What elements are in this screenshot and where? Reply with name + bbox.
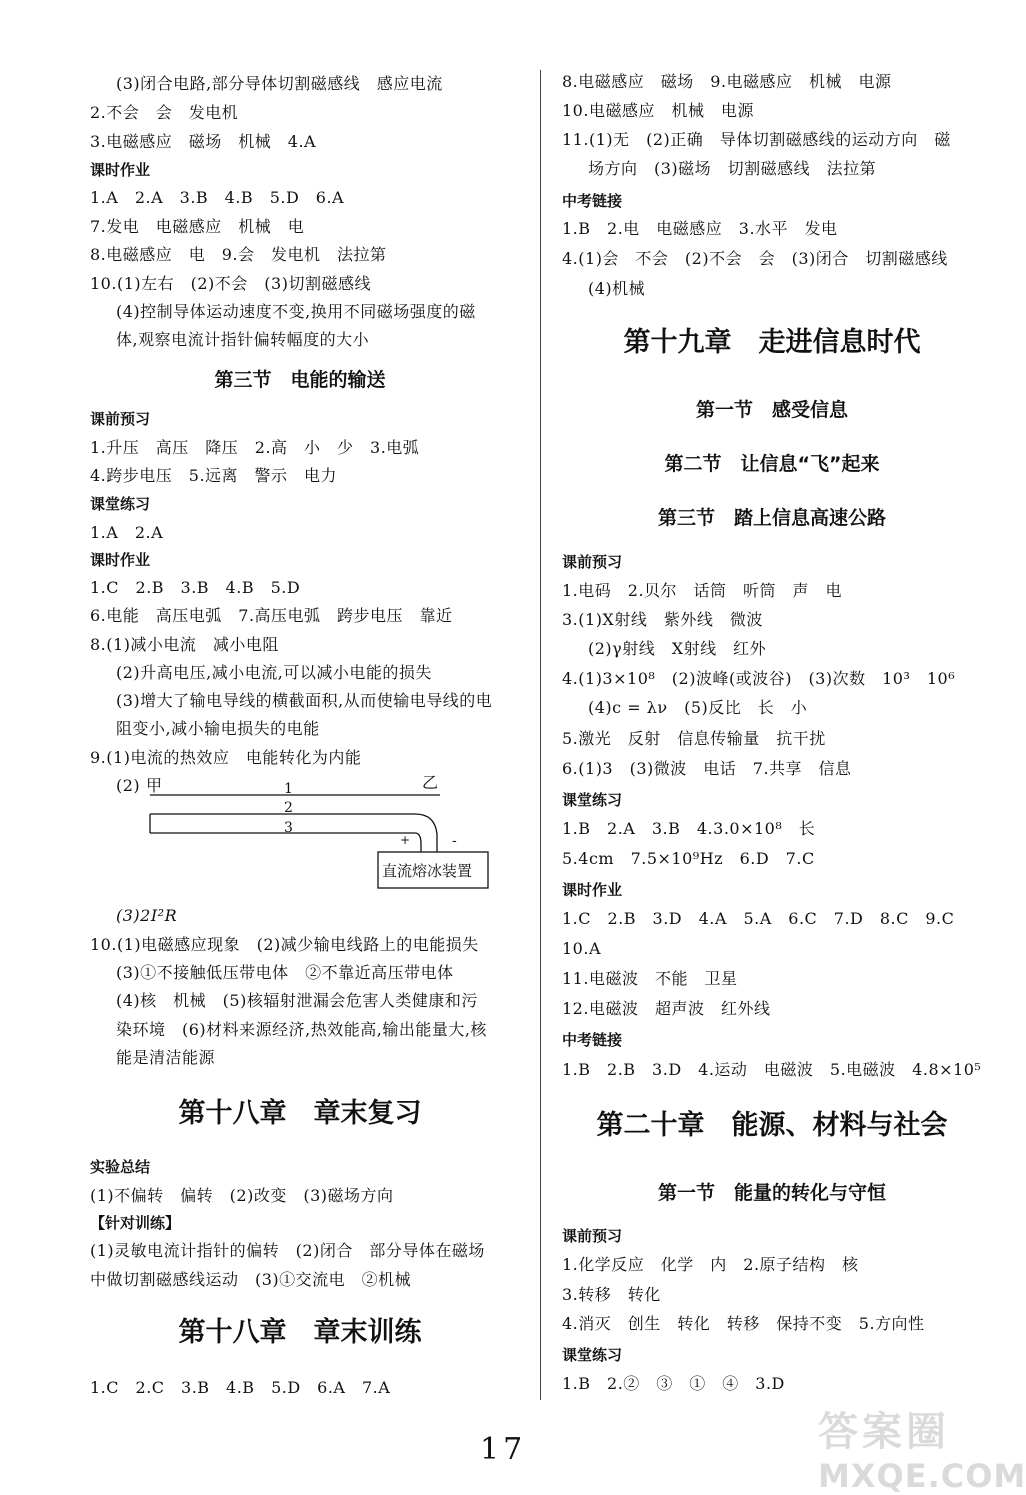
section-title: 第三节 电能的输送 — [214, 369, 386, 391]
answer-line: (3)2I²R — [116, 906, 178, 925]
answer-line: (3)①不接触低压带电体 ②不靠近高压带电体 — [116, 963, 454, 982]
answer-line: (1)不偏转 偏转 (2)改变 (3)磁场方向 — [90, 1186, 394, 1205]
answer-line: (4)机械 — [588, 279, 646, 298]
answer-line: (4)c = λν (5)反比 长 小 — [588, 698, 808, 717]
label-preview: 课前预习 — [562, 1227, 623, 1245]
answer-line: 1.B 2.B 3.D 4.运动 电磁波 5.电磁波 4.8×10⁵ — [562, 1060, 982, 1079]
diagram-box-label: 直流熔冰装置 — [382, 862, 473, 880]
chapter-title: 第十九章 走进信息时代 — [623, 327, 921, 358]
answer-line: 1.B 2.电 电磁感应 3.水平 发电 — [562, 219, 838, 238]
answer-line: (3)增大了输电导线的横截面积,从而使输电导线的电 — [116, 691, 493, 710]
answer-line: 11.电磁波 不能 卫星 — [562, 969, 738, 988]
answer-line: 11.(1)无 (2)正确 导体切割磁感线的运动方向 磁 — [562, 130, 951, 149]
label-experiment-summary: 实验总结 — [90, 1158, 151, 1176]
diagram-wire-number: 1 — [284, 781, 294, 797]
answer-line: 10.电磁感应 机械 电源 — [562, 101, 754, 120]
chapter-title: 第十八章 章末复习 — [178, 1098, 422, 1129]
answer-line: 场方向 (3)磁场 切割磁感线 法拉第 — [588, 159, 877, 178]
answer-line: 1.电码 2.贝尔 话筒 听筒 声 电 — [562, 581, 843, 600]
ice-melting-diagram — [90, 772, 520, 892]
answer-line: 7.发电 电磁感应 机械 电 — [90, 217, 305, 236]
answer-line: 4.(1)3×10⁸ (2)波峰(或波谷) (3)次数 10³ 10⁶ — [562, 669, 956, 688]
answer-line: 10.(1)电磁感应现象 (2)减少输电线路上的电能损失 — [90, 935, 479, 954]
answer-line: 1.A 2.A 3.B 4.B 5.D 6.A — [90, 188, 345, 207]
label-homework: 课时作业 — [90, 551, 151, 569]
answer-line: 10.A — [562, 939, 601, 958]
section-title: 第二节 让信息“飞”起来 — [664, 453, 880, 475]
answer-line: (1)灵敏电流计指针的偏转 (2)闭合 部分导体在磁场 — [90, 1241, 485, 1260]
section-title: 第三节 踏上信息高速公路 — [657, 507, 886, 529]
answer-line: 1.C 2.B 3.B 4.B 5.D — [90, 578, 301, 597]
answer-line: 6.(1)3 (3)微波 电话 7.共享 信息 — [562, 759, 852, 778]
label-targeted-training: 【针对训练】 — [90, 1214, 181, 1232]
answer-line: 1.B 2.② ③ ① ④ 3.D — [562, 1374, 785, 1393]
answer-line: 4.跨步电压 5.远离 警示 电力 — [90, 466, 338, 485]
answer-line: 3.转移 转化 — [562, 1285, 661, 1304]
label-preview: 课前预习 — [562, 553, 623, 571]
section-title: 第一节 感受信息 — [695, 399, 848, 421]
label-class-practice: 课堂练习 — [562, 1346, 623, 1364]
answer-line: 4.消灭 创生 转化 转移 保持不变 5.方向性 — [562, 1314, 925, 1333]
watermark-url: MXQE.COM — [818, 1457, 1026, 1495]
answer-line: 能是清洁能源 — [116, 1048, 216, 1067]
answer-line: 1.C 2.B 3.D 4.A 5.A 6.C 7.D 8.C 9.C — [562, 909, 955, 928]
answer-line: 3.(1)X射线 紫外线 微波 — [562, 610, 763, 629]
answer-line: (2)γ射线 X射线 红外 — [588, 639, 767, 658]
label-exam-link: 中考链接 — [562, 1031, 623, 1049]
answer-line: 9.(1)电流的热效应 电能转化为内能 — [90, 748, 362, 767]
label-exam-link: 中考链接 — [562, 192, 623, 210]
diagram-plus: + — [400, 833, 411, 847]
answer-line: 1.B 2.A 3.B 4.3.0×10⁸ 长 — [562, 819, 816, 838]
answer-line: 2.不会 会 发电机 — [90, 103, 239, 122]
label-class-practice: 课堂练习 — [90, 495, 151, 513]
answer-line: 1.升压 高压 降压 2.高 小 少 3.电弧 — [90, 438, 420, 457]
answer-line: 6.电能 高压电弧 7.高压电弧 跨步电压 靠近 — [90, 606, 453, 625]
answer-line: 染环境 (6)材料来源经济,热效能高,输出能量大,核 — [116, 1020, 487, 1039]
chapter-title: 第二十章 能源、材料与社会 — [596, 1110, 948, 1141]
answer-line: 8.电磁感应 磁场 9.电磁感应 机械 电源 — [562, 72, 892, 91]
answer-line: 8.(1)减小电流 减小电阻 — [90, 635, 279, 654]
diagram-label-jia: 甲 — [146, 776, 163, 795]
answer-line: 5.激光 反射 信息传输量 抗干扰 — [562, 729, 826, 748]
diagram-wire-number: 3 — [284, 820, 294, 836]
answer-line: 1.化学反应 化学 内 2.原子结构 核 — [562, 1255, 859, 1274]
page-number: 17 — [480, 1432, 527, 1467]
label-class-practice: 课堂练习 — [562, 791, 623, 809]
label-preview: 课前预习 — [90, 410, 151, 428]
answer-line: (3)闭合电路,部分导体切割磁感线 感应电流 — [116, 74, 443, 93]
chapter-title: 第十八章 章末训练 — [178, 1317, 422, 1348]
answer-line: (4)控制导体运动速度不变,换用不同磁场强度的磁 — [116, 302, 476, 321]
diagram-label-yi: 乙 — [422, 773, 439, 792]
label-homework: 课时作业 — [562, 881, 623, 899]
diagram-wire-number: 2 — [284, 800, 294, 816]
answer-line: 8.电磁感应 电 9.会 发电机 法拉第 — [90, 245, 387, 264]
label-homework: 课时作业 — [90, 161, 151, 179]
answer-line: 1.C 2.C 3.B 4.B 5.D 6.A 7.A — [90, 1378, 391, 1397]
column-divider — [540, 70, 541, 1400]
answer-line: 体,观察电流计指针偏转幅度的大小 — [116, 330, 370, 349]
answer-line: 4.(1)会 不会 (2)不会 会 (3)闭合 切割磁感线 — [562, 249, 948, 268]
answer-line: 阻变小,减小输电损失的电能 — [116, 719, 320, 738]
answer-line: 1.A 2.A — [90, 523, 164, 542]
section-title: 第一节 能量的转化与守恒 — [657, 1182, 886, 1204]
answer-line: 10.(1)左右 (2)不会 (3)切割磁感线 — [90, 274, 371, 293]
watermark-logo-text: 答案圈 — [818, 1409, 950, 1455]
answer-line: 12.电磁波 超声波 红外线 — [562, 999, 771, 1018]
answer-line: (2)升高电压,减小电流,可以减小电能的损失 — [116, 663, 432, 682]
watermark — [818, 1400, 1026, 1495]
answer-line: 5.4cm 7.5×10⁹Hz 6.D 7.C — [562, 849, 815, 868]
answer-line: (4)核 机械 (5)核辐射泄漏会危害人类健康和污 — [116, 991, 478, 1010]
diagram-part-label: (2) — [116, 776, 141, 795]
diagram-minus: - — [452, 833, 458, 849]
answer-line: 3.电磁感应 磁场 机械 4.A — [90, 132, 317, 151]
answer-line: 中做切割磁感线运动 (3)①交流电 ②机械 — [90, 1270, 412, 1289]
